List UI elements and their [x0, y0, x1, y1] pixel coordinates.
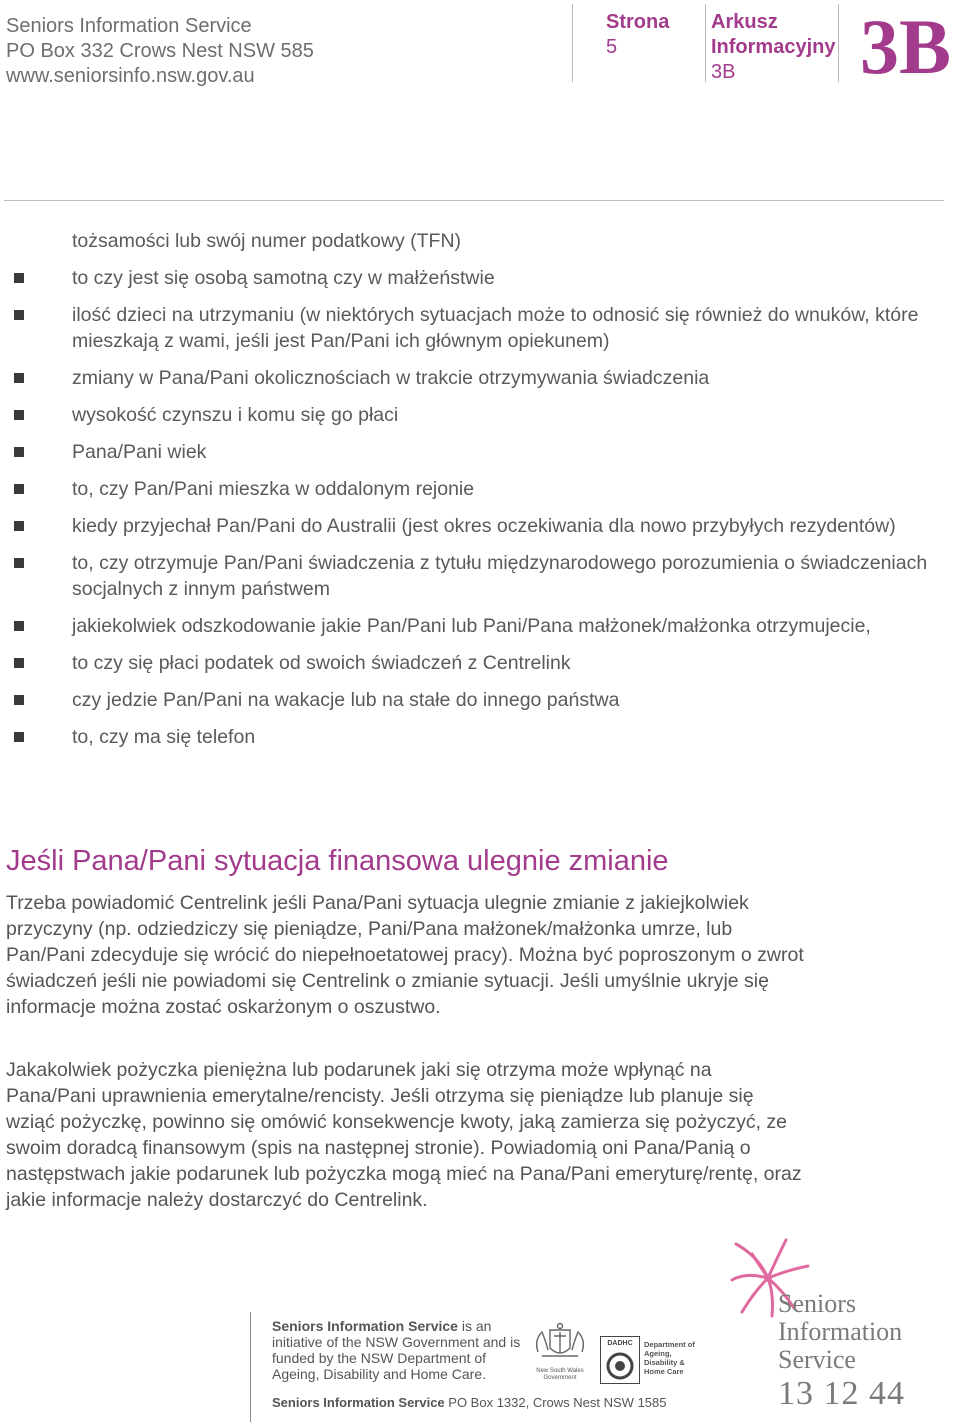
bullet-icon [14, 558, 24, 568]
bullet-icon [14, 658, 24, 668]
seniors-info-line-1: Seniors [778, 1289, 856, 1318]
list-item [0, 365, 960, 391]
list-item [0, 265, 960, 291]
header-org-website[interactable]: www.seniorsinfo.nsw.gov.au [6, 65, 255, 87]
list-item-text: to, czy Pan/Pani mieszka w oddalonym rejonie [72, 478, 475, 500]
header-divider [572, 4, 573, 82]
dadhc-icon-label: DADHC [607, 1340, 633, 1347]
footer-address [272, 1395, 666, 1411]
header-page-number: 5 [606, 36, 618, 58]
bullet-icon [14, 621, 24, 631]
list-item-text: to, czy ma się telefon [72, 726, 256, 748]
seniors-info-wordmark [778, 1290, 902, 1374]
header-divider [838, 4, 839, 82]
footer-intro-org: Seniors Information Service [272, 1318, 458, 1334]
bullet-icon [14, 484, 24, 494]
list-item-text: czy jedzie Pan/Pani na wakacje lub na stałe do innego państwa [72, 689, 620, 711]
footer-intro [272, 1318, 522, 1382]
list-item [0, 650, 960, 676]
list-item-text: wysokość czynszu i komu się go płaci [72, 404, 399, 426]
bullet-icon [14, 410, 24, 420]
list-item-text: ilość dzieci na utrzymaniu (w niektórych sytuacjach może to odnosić się również do wnuków, które mieszkają z wami, jeśli jest Pan/Pani ich głównym opiekunem) [72, 304, 919, 352]
list-item [0, 402, 960, 428]
bullet-icon [14, 732, 24, 742]
bullet-icon [14, 695, 24, 705]
section-paragraph-1: Trzeba powiadomić Centrelink jeśli Pana/Pani sytuacja ulegnie zmianie z jakiejkolwiek przyczyny (np. odziedziczy się pieniądze, Pani/Pana małżonek/małżonka umrze, lub Pan/Pani zdecyduje się wrócić do niepełnoetatowej pracy). Można być poproszonym o zwrot świadczeń jeśli nie powiadomi się Centrelink o zmianie sytuacji. Jeśli umyślnie ukryje się informacje można zostać oskarżonym o oszustwo. [6, 892, 804, 1018]
list-item [0, 302, 960, 354]
header-org-address: PO Box 332 Crows Nest NSW 585 [6, 40, 314, 62]
footer-intro-text: is an initiative of the NSW Government and is funded by the NSW Department of Ageing, Disability and Home Care. [272, 1318, 521, 1382]
header-page-label: Strona [606, 11, 670, 33]
bullet-icon [14, 310, 24, 320]
dadhc-name: Department of Ageing, Disability & Home Care [644, 1340, 695, 1376]
list-item-text: zmiany w Pana/Pani okolicznościach w trakcie otrzymywania świadczenia [72, 367, 710, 389]
list-item [0, 724, 960, 750]
list-item [0, 476, 960, 502]
list-item [0, 687, 960, 713]
list-item-text: to czy się płaci podatek od swoich świadczeń z Centrelink [72, 652, 571, 674]
list-item [0, 439, 960, 465]
bullet-list [0, 228, 960, 761]
seniors-info-line-2: Information [778, 1317, 903, 1346]
bullet-icon [14, 521, 24, 531]
header-page-block [606, 10, 669, 60]
list-item [0, 228, 960, 254]
seniors-info-phone[interactable]: 13 12 44 [778, 1375, 905, 1412]
bullet-icon [14, 273, 24, 283]
header-sheet-code: 3B [711, 61, 736, 83]
list-item-text: kiedy przyjechał Pan/Pani do Australii (jest okres oczekiwania dla nowo przybyłych rezydentów) [72, 515, 896, 537]
nsw-caption: New South Wales Government [536, 1368, 584, 1381]
seniors-info-line-3: Service [778, 1345, 856, 1374]
header-sheet-block [711, 10, 835, 85]
footer-address-text: PO Box 1332, Crows Nest NSW 1585 [444, 1395, 667, 1410]
section-heading: Jeśli Pana/Pani sytuacja finansowa ulegnie zmianie [6, 845, 669, 877]
list-item-text: tożsamości lub swój numer podatkowy (TFN) [72, 230, 462, 252]
list-item [0, 513, 960, 539]
header-sheet-label-1: Arkusz [711, 11, 778, 33]
dadhc-logo-icon [600, 1336, 640, 1384]
section-paragraph-2: Jakakolwiek pożyczka pieniężna lub podarunek jaki się otrzyma może wpłynąć na Pana/Pani uprawnienia emerytalne/rencisty. Jeśli otrzyma się pieniądze lub planuje się wziąć pożyczkę, powinno się omówić konsekwencje kwoty, jaką zamierza się pożyczyć, ze swoim doradcą finansowym (spis na następnej stronie). Powiadomią oni Pana/Panią o następstwach jakie podarunek lub pożyczka mogą mieć na Pana/Pani emeryturę/rentę, oraz jakie informacje należy dostarczyć do Centrelink. [6, 1059, 802, 1211]
footer-address-org: Seniors Information Service [272, 1395, 445, 1410]
list-item-text: Pana/Pani wiek [72, 441, 207, 463]
footer-divider [250, 1312, 251, 1422]
header-sheet-label-2: Informacyjny [711, 36, 836, 58]
header-org-name: Seniors Information Service [6, 15, 252, 37]
header-divider [705, 4, 706, 82]
header-rule [4, 200, 944, 201]
list-item [0, 613, 960, 639]
header-org-block [6, 14, 314, 89]
header-big-code: 3B [860, 3, 952, 90]
list-item-text: to, czy otrzymuje Pan/Pani świadczenia z tytułu międzynarodowego porozumienia o świadczeniach socjalnych z innym państwem [72, 552, 928, 600]
bullet-icon [14, 447, 24, 457]
list-item-text: to czy jest się osobą samotną czy w małżeństwie [72, 267, 495, 289]
bullet-icon [14, 373, 24, 383]
list-item-text: jakiekolwiek odszkodowanie jakie Pan/Pani lub Pani/Pana małżonek/małżonka otrzymujecie, [72, 615, 871, 637]
list-item [0, 550, 960, 602]
